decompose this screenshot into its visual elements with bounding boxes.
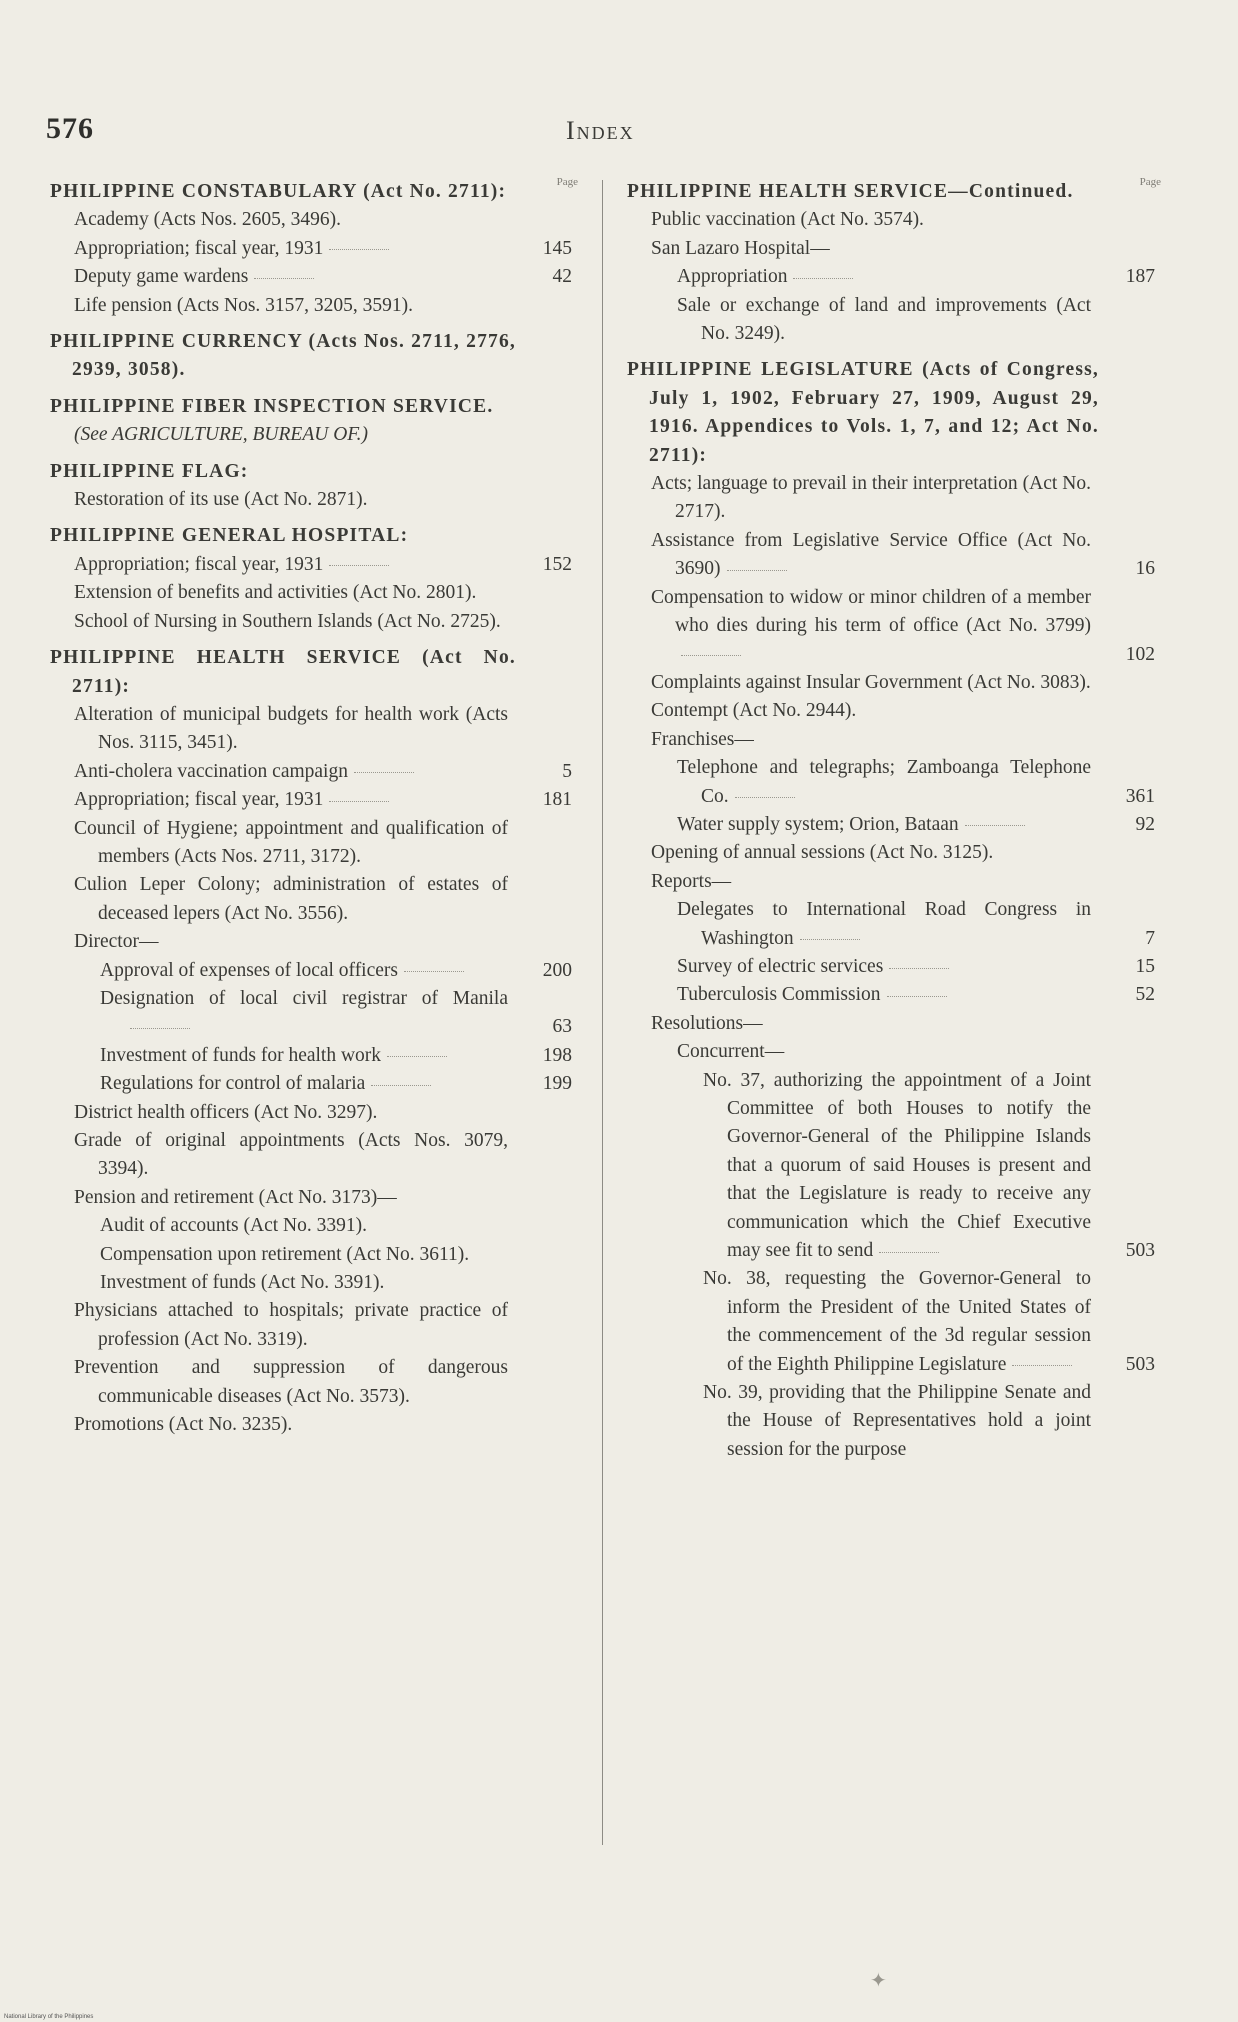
index-entry	[50, 1212, 578, 1240]
entry-text: Concurrent—	[677, 1041, 785, 1063]
entry-text: Reports—	[651, 870, 732, 892]
entry-text: Pension and retirement (Act No. 3173)—	[74, 1186, 397, 1208]
index-entry	[627, 754, 1161, 811]
index-entry	[50, 579, 578, 607]
page-reference: 5	[562, 760, 572, 782]
entry-text: Prevention and suppression of dangerous communicable diseases (Act No. 3573).	[74, 1357, 508, 1407]
index-heading	[50, 522, 578, 550]
index-entry	[627, 1038, 1161, 1066]
entry-text: Director—	[74, 931, 159, 953]
page-reference: 152	[542, 553, 572, 575]
entry-text: Investment of funds (Act No. 3391).	[100, 1272, 385, 1294]
entry-text: Alteration of municipal budgets for health work (Acts Nos. 3115, 3451).	[74, 703, 508, 754]
page-reference: 181	[542, 789, 572, 811]
entry-text: No. 39, providing that the Philippine Senate and the House of Representatives hold a joint session for the purpose	[703, 1382, 1091, 1460]
page-reference: 361	[1125, 785, 1155, 807]
entry-text: Life pension (Acts Nos. 3157, 3205, 3591).	[74, 294, 414, 316]
entry-text: Tuberculosis Commission	[677, 984, 881, 1006]
index-entry	[627, 206, 1161, 234]
index-entry	[627, 697, 1161, 725]
entry-text: Complaints against Insular Government (Act No. 3083).	[651, 671, 1091, 693]
index-entry	[50, 928, 578, 956]
page-reference: 63	[552, 1016, 572, 1038]
page-reference: 16	[1135, 558, 1155, 580]
dot-leader	[329, 564, 389, 566]
dot-leader	[879, 1251, 939, 1253]
entry-text: Regulations for control of malaria	[100, 1073, 366, 1095]
page-column-label: Page	[556, 176, 578, 188]
entry-text: Approval of expenses of local officers	[100, 959, 398, 981]
index-entry	[50, 871, 578, 928]
dot-leader	[889, 967, 949, 969]
index-column-right	[627, 178, 1161, 1464]
index-heading	[50, 328, 578, 385]
index-entry	[50, 1269, 578, 1297]
entry-text: Culion Leper Colony; administration of estates of deceased lepers (Act No. 3556).	[74, 874, 508, 924]
index-entry	[50, 758, 578, 786]
dot-leader	[329, 800, 389, 802]
entry-text: Restoration of its use (Act No. 2871).	[74, 489, 368, 511]
dot-leader	[354, 771, 414, 773]
entry-text: Survey of electric services	[677, 955, 884, 977]
index-entry	[50, 1042, 578, 1070]
index-heading	[50, 393, 578, 421]
page-reference: 187	[1125, 266, 1155, 288]
page-header	[46, 112, 1176, 152]
entry-text: PHILIPPINE CONSTABULARY (Act No. 2711):	[50, 181, 507, 202]
entry-text: Promotions (Act No. 3235).	[74, 1414, 293, 1436]
dot-leader	[371, 1084, 431, 1086]
dot-leader	[681, 654, 741, 656]
entry-text: Water supply system; Orion, Bataan	[677, 813, 959, 835]
index-entry	[627, 1010, 1161, 1038]
dot-leader	[387, 1055, 447, 1057]
page-reference: 15	[1135, 955, 1155, 977]
dot-leader	[735, 796, 795, 798]
entry-text: Compensation to widow or minor children of a member who dies during his term of office (Act No. 3799)	[651, 586, 1091, 637]
index-entry	[627, 953, 1161, 981]
index-entry	[627, 1067, 1161, 1266]
dot-leader	[965, 824, 1025, 826]
index-heading	[50, 644, 578, 701]
entry-text: Anti-cholera vaccination campaign	[74, 760, 348, 782]
index-heading	[627, 178, 1161, 206]
index-column-left	[50, 178, 578, 1439]
entry-text: Audit of accounts (Act No. 3391).	[100, 1215, 367, 1237]
entry-text: PHILIPPINE HEALTH SERVICE (Act No. 2711):	[50, 647, 516, 697]
entry-text: Physicians attached to hospitals; private practice of profession (Act No. 3319).	[74, 1300, 508, 1350]
entry-text: Delegates to International Road Congress in Washington	[677, 899, 1091, 949]
entry-text: Telephone and telegraphs; Zamboanga Telephone Co.	[677, 757, 1091, 807]
page-reference: 7	[1145, 927, 1155, 949]
index-entry	[50, 1411, 578, 1439]
index-heading	[50, 458, 578, 486]
index-entry	[627, 896, 1161, 953]
index-entry	[627, 868, 1161, 896]
entry-text: Designation of local civil registrar of Manila	[100, 987, 508, 1009]
dot-leader	[329, 248, 389, 250]
page-reference: 92	[1135, 813, 1155, 835]
index-entry	[627, 839, 1161, 867]
index-entry	[50, 1070, 578, 1098]
index-entry	[50, 1241, 578, 1269]
entry-text: Contempt (Act No. 2944).	[651, 700, 857, 722]
entry-text: PHILIPPINE FIBER INSPECTION SERVICE.	[50, 395, 494, 417]
running-head: Index	[566, 116, 635, 145]
entry-text: San Lazaro Hospital—	[651, 237, 830, 259]
entry-text: Appropriation; fiscal year, 1931	[74, 237, 324, 259]
entry-text: (See AGRICULTURE, BUREAU OF.)	[74, 424, 369, 446]
entry-text: Compensation upon retirement (Act No. 3611).	[100, 1243, 470, 1265]
entry-text: Grade of original appointments (Acts Nos. 3079, 3394).	[74, 1130, 508, 1180]
index-entry	[627, 527, 1161, 584]
entry-text: School of Nursing in Southern Islands (Act No. 2725).	[74, 610, 501, 632]
index-entry	[627, 811, 1161, 839]
index-entry	[50, 1184, 578, 1212]
index-entry	[627, 470, 1161, 527]
index-heading	[50, 178, 578, 206]
entry-text: Acts; language to prevail in their interpretation (Act No. 2717).	[651, 473, 1091, 523]
entry-text: Investment of funds for health work	[100, 1044, 382, 1066]
index-entry	[50, 486, 578, 514]
index-entry	[50, 1127, 578, 1184]
index-entry	[50, 235, 578, 263]
index-entry	[50, 421, 578, 449]
entry-text: No. 38, requesting the Governor-General to inform the President of the United States of the commencement of the 3d regular session of the Eighth Philippine Legislature	[703, 1268, 1091, 1375]
index-entry	[627, 1379, 1161, 1464]
index-entry	[50, 608, 578, 636]
index-entry	[627, 726, 1161, 754]
entry-text: Council of Hygiene; appointment and qualification of members (Acts Nos. 2711, 3172).	[74, 817, 508, 867]
footer-credit: National Library of the Philippines	[4, 2014, 94, 2020]
index-entry	[50, 292, 578, 320]
entry-text: Appropriation	[677, 266, 788, 288]
page-reference: 503	[1125, 1353, 1155, 1375]
entry-text: PHILIPPINE CURRENCY (Acts Nos. 2711, 2776, 2939, 3058).	[50, 331, 516, 381]
entry-text: Assistance from Legislative Service Office (Act No. 3690)	[651, 529, 1091, 580]
page-reference: 199	[542, 1073, 572, 1095]
entry-text: Deputy game wardens	[74, 266, 249, 288]
index-entry	[627, 263, 1161, 291]
entry-text: PHILIPPINE FLAG:	[50, 460, 249, 482]
index-heading	[627, 356, 1161, 470]
index-entry	[50, 1297, 578, 1354]
dot-leader	[130, 1027, 190, 1029]
dot-leader	[793, 277, 853, 279]
index-entry	[50, 957, 578, 985]
index-entry	[50, 1099, 578, 1127]
index-entry	[50, 1354, 578, 1411]
entry-text: Resolutions—	[651, 1012, 763, 1034]
page-reference: 503	[1125, 1240, 1155, 1262]
entry-text: Extension of benefits and activities (Act No. 2801).	[74, 582, 477, 604]
entry-text: No. 37, authorizing the appointment of a Joint Committee of both Houses to notify the Governor-General of the Philippine Islands that a quorum of said Houses is present and that the Legislature is ready to receive any communication which the Chief Executive may see fit to send	[703, 1069, 1091, 1262]
entry-text: Franchises—	[651, 728, 754, 750]
dot-leader	[404, 970, 464, 972]
page-reference: 52	[1135, 984, 1155, 1006]
entry-text: Public vaccination (Act No. 3574).	[651, 209, 924, 231]
index-entry	[50, 206, 578, 234]
page-reference: 42	[552, 266, 572, 288]
entry-text: PHILIPPINE LEGISLATURE (Acts of Congress, July 1, 1902, February 27, 1909, August 29, 1916. Appendices to Vols. 1, 7, and 12; Act No. 2711):	[627, 359, 1099, 466]
entry-text: Appropriation; fiscal year, 1931	[74, 789, 324, 811]
entry-text: PHILIPPINE GENERAL HOSPITAL:	[50, 525, 409, 547]
page-reference: 102	[1125, 643, 1155, 665]
dot-leader	[887, 995, 947, 997]
index-entry	[627, 981, 1161, 1009]
index-entry	[50, 551, 578, 579]
page-column-label: Page	[1139, 176, 1161, 188]
entry-text: PHILIPPINE HEALTH SERVICE—Continued.	[627, 181, 1074, 202]
index-entry	[50, 701, 578, 758]
index-entry	[50, 985, 578, 1042]
dot-leader	[800, 938, 860, 940]
entry-text: Academy (Acts Nos. 2605, 3496).	[74, 209, 341, 231]
index-entry	[627, 235, 1161, 263]
entry-text: Appropriation; fiscal year, 1931	[74, 553, 324, 575]
entry-text: District health officers (Act No. 3297).	[74, 1101, 378, 1123]
index-entry	[50, 815, 578, 872]
column-divider	[602, 180, 603, 1845]
index-entry	[627, 1265, 1161, 1379]
index-entry	[627, 669, 1161, 697]
page-reference: 198	[542, 1044, 572, 1066]
index-entry	[627, 292, 1161, 349]
dot-leader	[727, 569, 787, 571]
page-number: 576	[46, 112, 94, 145]
index-entry	[50, 263, 578, 291]
entry-text: Opening of annual sessions (Act No. 3125).	[651, 842, 994, 864]
decorative-mark: ✦	[870, 1970, 887, 1992]
page-reference: 200	[542, 959, 572, 981]
index-entry	[627, 584, 1161, 669]
page-reference: 145	[542, 237, 572, 259]
dot-leader	[1012, 1364, 1072, 1366]
entry-text: Sale or exchange of land and improvements (Act No. 3249).	[677, 294, 1091, 345]
index-entry	[50, 786, 578, 814]
dot-leader	[254, 277, 314, 279]
